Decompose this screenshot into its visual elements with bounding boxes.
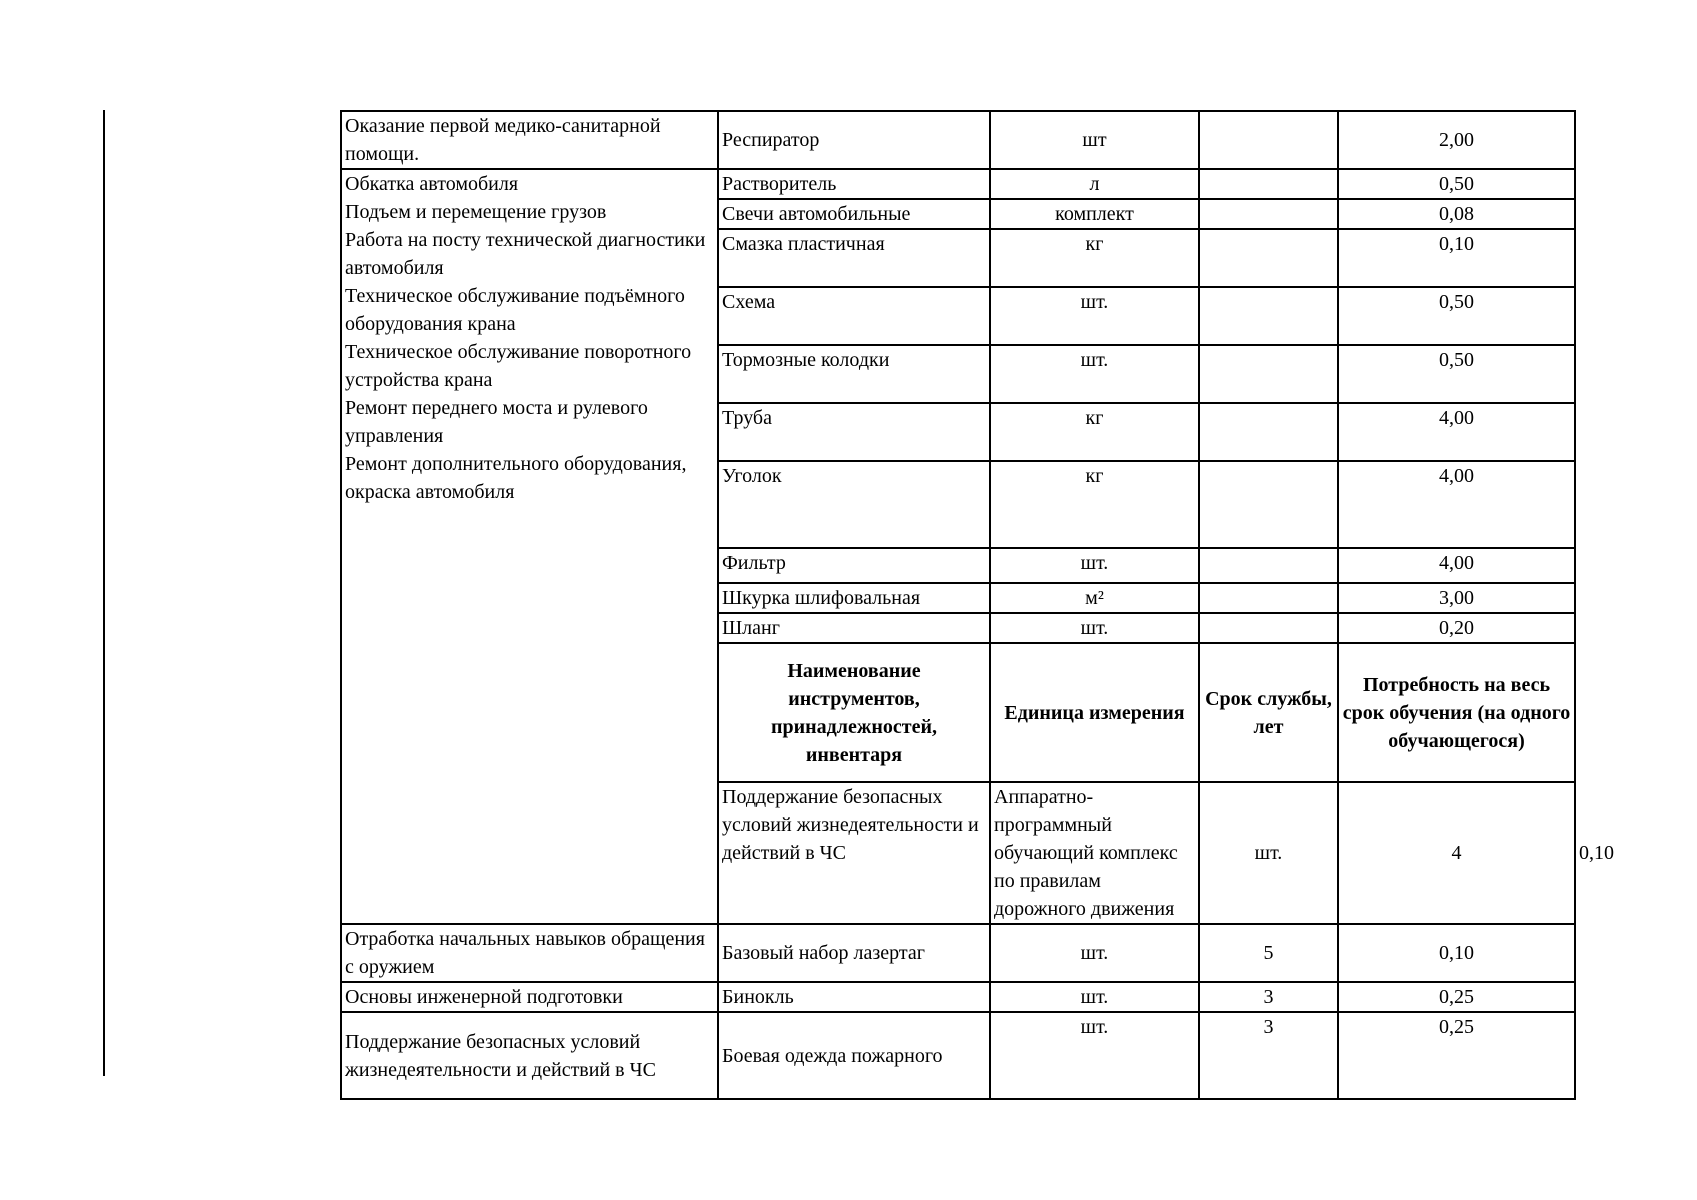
item-name: Аппаратно-программный обучающий комплекс по правилам дорожного движения bbox=[990, 782, 1199, 924]
topic-item: Работа на посту технической диагностики автомобиля bbox=[345, 229, 706, 279]
item-name: Шкурка шлифовальная bbox=[718, 583, 990, 613]
item-qty: 4,00 bbox=[1338, 548, 1575, 583]
item-term bbox=[1199, 229, 1338, 287]
item-qty: 2,00 bbox=[1338, 111, 1575, 169]
topic-cell: Отработка начальных навыков обращения с оружием bbox=[341, 924, 718, 982]
item-term bbox=[1199, 345, 1338, 403]
item-term: 3 bbox=[1199, 1012, 1338, 1099]
item-unit: шт. bbox=[990, 613, 1199, 643]
item-name: Боевая одежда пожарного bbox=[718, 1012, 990, 1099]
item-qty: 0,10 bbox=[1338, 229, 1575, 287]
table-row: Поддержание безопасных условий жизнедеятельности и действий в ЧС Аппаратно-программный обучающий комплекс по правилам дорожного движения шт. 4 0,10 bbox=[341, 782, 1575, 924]
item-term bbox=[1199, 583, 1338, 613]
item-term bbox=[1199, 613, 1338, 643]
topic-item: Техническое обслуживание подъёмного оборудования крана bbox=[345, 285, 685, 335]
item-name: Фильтр bbox=[718, 548, 990, 583]
item-unit: м² bbox=[990, 583, 1199, 613]
item-name: Шланг bbox=[718, 613, 990, 643]
item-name: Схема bbox=[718, 287, 990, 345]
item-unit: шт. bbox=[990, 982, 1199, 1012]
table-row bbox=[341, 111, 1575, 169]
item-unit: шт. bbox=[990, 287, 1199, 345]
topic-item: Техническое обслуживание поворотного устройства крана bbox=[345, 341, 692, 391]
table-row bbox=[341, 169, 1575, 199]
item-term: 4 bbox=[1338, 782, 1575, 924]
item-term bbox=[1199, 111, 1338, 169]
header-name: Наименование инструментов, принадлежностей, инвентаря bbox=[718, 643, 990, 782]
materials-table bbox=[340, 110, 1614, 1100]
item-unit: шт. bbox=[990, 345, 1199, 403]
item-name: Смазка пластичная bbox=[718, 229, 990, 287]
topic-item: Обкатка автомобиля bbox=[345, 173, 519, 195]
item-unit: шт. bbox=[990, 924, 1199, 982]
item-unit: л bbox=[990, 169, 1199, 199]
item-name: Труба bbox=[718, 403, 990, 461]
item-qty: 0,08 bbox=[1338, 199, 1575, 229]
item-unit: шт. bbox=[990, 548, 1199, 583]
table-row bbox=[341, 924, 1575, 982]
item-name: Растворитель bbox=[718, 169, 990, 199]
item-qty: 0,50 bbox=[1338, 287, 1575, 345]
page-margin-line bbox=[103, 110, 105, 1076]
item-qty: 0,50 bbox=[1338, 345, 1575, 403]
item-qty: 0,10 bbox=[1338, 924, 1575, 982]
item-qty: 0,50 bbox=[1338, 169, 1575, 199]
item-name: Базовый набор лазертаг bbox=[718, 924, 990, 982]
header-term: Срок службы, лет bbox=[1199, 643, 1338, 782]
topic-list-cell bbox=[341, 169, 718, 924]
topic-item: Подъем и перемещение грузов bbox=[345, 201, 607, 223]
topic-cell: Поддержание безопасных условий жизнедеятельности и действий в ЧС bbox=[341, 1012, 718, 1099]
item-name: Бинокль bbox=[718, 982, 990, 1012]
item-qty: 4,00 bbox=[1338, 403, 1575, 461]
table-row bbox=[341, 1012, 1575, 1099]
item-name: Уголок bbox=[718, 461, 990, 548]
item-name: Тормозные колодки bbox=[718, 345, 990, 403]
item-unit: шт bbox=[990, 111, 1199, 169]
item-name: Свечи автомобильные bbox=[718, 199, 990, 229]
item-unit: шт. bbox=[990, 1012, 1199, 1099]
item-term bbox=[1199, 199, 1338, 229]
table-row bbox=[341, 982, 1575, 1012]
item-qty: 4,00 bbox=[1338, 461, 1575, 548]
header-qty: Потребность на весь срок обучения (на одного обучающегося) bbox=[1338, 643, 1575, 782]
item-qty: 0,25 bbox=[1338, 1012, 1575, 1099]
item-term: 5 bbox=[1199, 924, 1338, 982]
item-term bbox=[1199, 169, 1338, 199]
item-unit: кг bbox=[990, 403, 1199, 461]
item-qty: 0,20 bbox=[1338, 613, 1575, 643]
item-name: Респиратор bbox=[718, 111, 990, 169]
item-term bbox=[1199, 403, 1338, 461]
item-term bbox=[1199, 461, 1338, 548]
item-unit: кг bbox=[990, 229, 1199, 287]
item-unit: кг bbox=[990, 461, 1199, 548]
item-unit: комплект bbox=[990, 199, 1199, 229]
header-unit: Единица измерения bbox=[990, 643, 1199, 782]
item-term bbox=[1199, 548, 1338, 583]
item-term bbox=[1199, 287, 1338, 345]
item-unit: шт. bbox=[1199, 782, 1338, 924]
topic-cell: Оказание первой медико-санитарной помощи. bbox=[341, 111, 718, 169]
topic-item: Ремонт переднего моста и рулевого управления bbox=[345, 397, 648, 447]
item-qty: 3,00 bbox=[1338, 583, 1575, 613]
item-qty: 0,25 bbox=[1338, 982, 1575, 1012]
topic-cell: Поддержание безопасных условий жизнедеятельности и действий в ЧС bbox=[718, 782, 990, 924]
topic-item: Ремонт дополнительного оборудования, окраска автомобиля bbox=[345, 453, 687, 503]
topic-cell: Основы инженерной подготовки bbox=[341, 982, 718, 1012]
item-term: 3 bbox=[1199, 982, 1338, 1012]
